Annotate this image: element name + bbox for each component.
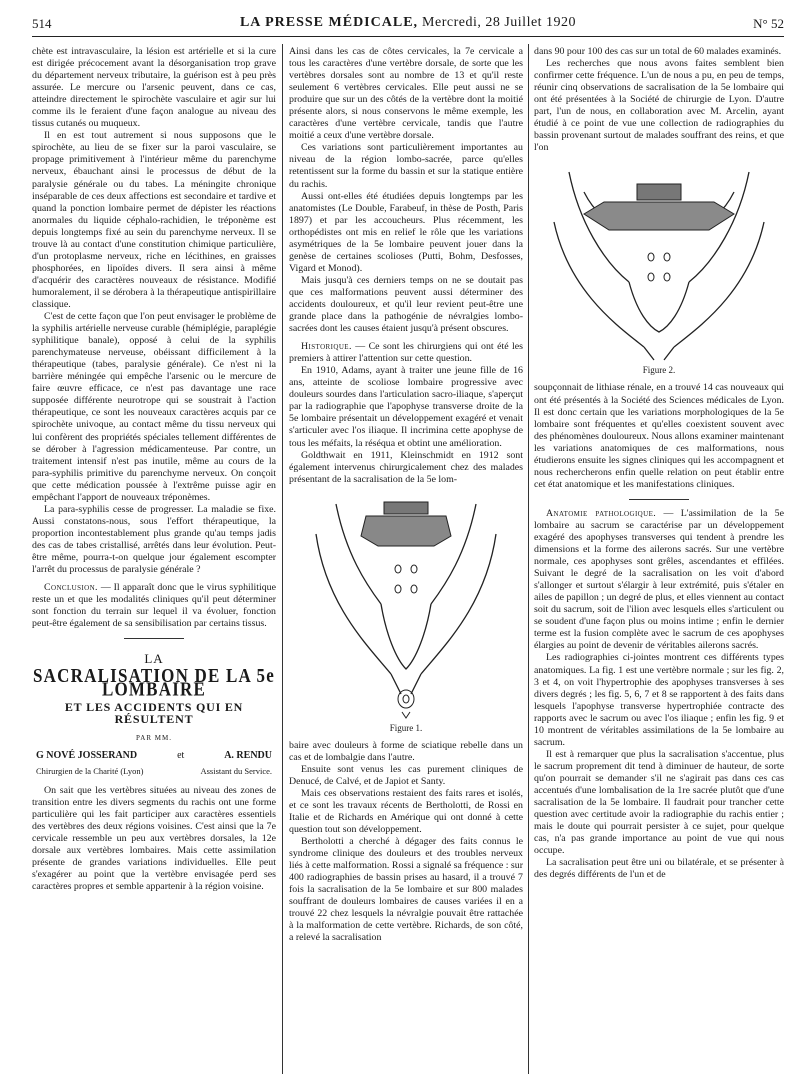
paragraph: soupçonnait de lithiase rénale, en a trouvé 14 cas nouveaux qui ont été présentés à la Société des Sciences médicales de Lyon. Il est donc certain que les variations morphologiques de la 5e lombaire sont fréquentes et qu'elles coexistent souvent avec des phénomènes douloureux. Nous allons examiner maintenant les variations anatomiques de ces malformations, nous étudierons ensuite les signes cliniques qui les accompagnent et nous rechercherons enfin quelle relation on peut établir entre cet état anatomique et les manifestations cliniques. xyxy=(534,382,784,490)
affiliations xyxy=(32,765,276,777)
paragraph: Mais ces observations restaient des faits rares et isolés, et ce sont les travaux récents de Bertholotti, de Rossi en Italie et de Richards en Amérique qui ont donné à cette question tout son développement. xyxy=(289,787,523,836)
paragraph: En 1910, Adams, ayant à traiter une jeune fille de 16 ans, atteinte de scoliose lombaire progressive avec douleurs sourdes dans l'articulation sacro-iliaque, s'aperçut par la radiographie que l'apophyse transverse droite de la 5e lombaire présentait un développement exagéré et venait s'articuler avec l'os iliaque. Il incrimina cette apophyse de tous les méfaits, la réséqua et obtint une amélioration. xyxy=(289,365,523,449)
section-divider xyxy=(124,638,184,639)
author-2: A. RENDU xyxy=(224,749,272,761)
paragraph: Aussi ont-elles été étudiées depuis longtemps par les anatomistes (Le Double, Farabeuf, in thèse de Posth, Paris 1897) et par les accoucheurs. Plus récemment, les orthopédistes ont mis en relief le rôle que les variations asymétriques de la 5e lombaire peuvent jouer dans la genèse de certaines scolioses (Putti, Bohm, Desfosses, Vigard et Monod). xyxy=(289,190,523,274)
anatomie-text: — L'assimilation de la 5e lombaire au sacrum se caractérise par un développement exagéré des apophyses transverses qui tendent à prendre les dimensions et la forme des ailerons sacrés. Sur une vertèbre normale, ces apophyses sont grêles, ascendantes et effilées. Suivant le degré de la sacralisation on les voit d'abord s'allonger et surtout s'élargir à leur extrémité, puis s'étaler en ailes de papillon ; un degré de plus, et elles viennent au contact soit du sacrum, soit de l'ilion avec lesquels elles s'articulent ou se soudent d'une façon plus ou moins intime ; enfin le dernier terme est la fusion complète avec le sacrum de ces apophyses élargies au point de devenir de véritables ailerons sacrés. xyxy=(534,507,785,652)
affiliation-1: Chirurgien de la Charité (Lyon) xyxy=(36,765,144,776)
figure-2-caption: Figure 2. xyxy=(642,365,676,376)
column-rule xyxy=(282,44,283,1074)
figure-1-drawing xyxy=(306,494,506,720)
figure-2-drawing xyxy=(549,162,769,362)
anatomie-paragraph xyxy=(534,508,784,653)
paragraph: Bertholotti a cherché à dégager des faits connus le syndrome clinique des douleurs et des troubles nerveux liés à cette malformation. Rossi a signalé sa fréquence : sur 400 radiographies de bassin prises au hasard, il a trouvé 7 fois la sacralisation de la 5e lombaire et sur 800 malades souffrant de douleurs lombaires de causes variées il en a trouvé 22 chez lesquels la névralgie pouvait être rattachée à la malformation de cette vertèbre. Richards, de son côté, a relevé la sacralisation xyxy=(289,836,523,944)
section-divider xyxy=(629,499,689,500)
figure-1-caption: Figure 1. xyxy=(389,722,423,733)
paragraph: La sacralisation peut être uni ou bilatérale, et se présenter à des degrés différents de l'un et de xyxy=(534,857,784,881)
article-subtitle: ET LES ACCIDENTS QUI EN RÉSULTENT xyxy=(64,700,244,727)
issue-number: N° 52 xyxy=(753,16,784,31)
article-title-la: LA xyxy=(144,651,164,667)
historique-text: — Ce sont les chirurgiens qui ont été les premiers à attirer l'attention sur cette question. xyxy=(289,341,523,365)
paragraph: Les recherches que nous avons faites semblent bien confirmer cette fréquence. L'un de nous a pu, en peu de temps, réunir cinq observations de sacralisation de la 5e lombaire qui ont été présentées à la Société de chirurgie de Lyon. D'autre part, l'un de nous, en collaboration avec M. Arcelin, ayant étudié à ce point de vue une collection de radiographies du bassin provenant surtout de malades souffrant des reins, et que l'on xyxy=(534,58,784,154)
paragraph: C'est de cette façon que l'on peut envisager le problème de la syphilis artérielle nerveuse curable (hémiplégie, paraplégie syphilitique banale), opposé à celui de la syphilis parenchymateuse nerveuse, obéissant difficilement à la thérapeutique (tabes, paralysie générale). Ce n'est ni la barrière méningée qui empêche l'arsenic ou le mercure de faire œuvre efficace, ce n'est pas davantage une race supposée différente neurotrope qui se soustrait à l'action thérapeutique, ce sont les nouveaux caractères acquis par ce spirochète univoque, au contact même du tissu nerveux qui lui confèrent des propriétés spéciales tellement différentes de se dérober à l'agression médicamenteuse. Par contre, un traitement intensif n'est pas inutile, même au cours de la para-syphilis primitive du parenchyme nerveux. On conçoit que cette médication poussée à l'extrême puisse agir en empêchant l'apport de nouveaux tréponèmes. xyxy=(32,311,276,503)
author-conjunction: et xyxy=(177,749,185,761)
affiliation-2: Assistant du Service. xyxy=(200,765,272,776)
column-2 xyxy=(289,46,523,945)
anatomie-label: Anatomie pathologique. xyxy=(546,507,657,519)
journal-title: LA PRESSE MÉDICALE, xyxy=(239,15,419,30)
paragraph: La para-syphilis cesse de progresser. La maladie se fixe. Aussi constatons-nous, sous l'effort thérapeutique, la proportion incontestablement plus grande qu'au temps jadis des cas de tabes cristallisé, arrêtés dans leur évolution. Peut-être même, pourra-t-on quelque jour également escompter l'arrêt du processus de paralysie générale ? xyxy=(32,503,276,576)
paragraph: dans 90 pour 100 des cas sur un total de 60 malades examinés. xyxy=(534,46,782,57)
paragraph: Mais jusqu'à ces derniers temps on ne se doutait pas que ces malformations peuvent aussi déterminer des accidents douloureux, et qu'il leur revient peut-être une grande place dans la pathogénie de névralgies lombo-sacrées dont les causes étaient jusqu'à présent obscures. xyxy=(289,274,523,335)
paragraph: Les radiographies ci-jointes montrent ces différents types anatomiques. La fig. 1 est une vertèbre normale ; sur les fig. 2, 3 et 4, on voit l'hypertrophie des apophyses transverses à ses divers degrés ; les fig. 5, 6, 7 et 8 se rapportent à des faits dans lesquels l'apophyse transverse hypertrophiée contracte des rapports avec le sacrum ou avec l'os iliaque ; enfin les fig. 9 et 10 montrent de véritables assimilations de la 5e lombaire au sacrum. xyxy=(534,652,784,748)
page-number: 514 xyxy=(32,16,52,31)
column-1 xyxy=(32,46,276,893)
paragraph: baire avec douleurs à forme de sciatique rebelle dans un cas et de lombalgie dans l'autre. xyxy=(289,739,523,763)
paragraph: Il en est tout autrement si nous supposons que le spirochète, au lieu de se fixer sur la paroi vasculaire, se propage primitivement à l'intérieur même du parenchyme nerveux, ébauchant ainsi le processus de début de la paralysie générale ou du tabes. La méningite chronique inséparable de ces deux affections est secondaire et tardive et quand la ponction lombaire permet de dépister les réactions anormales du liquide céphalo-rachidien, le tréponème est depuis longtemps fixé au sein du parenchyme nerveux. Il se trouve là au contact d'une constitution chimique particulière, d'un protoplasme nerveux, riche en lécithines, en graisses phosphorées, en lipoïdes divers. Il sera ainsi à même d'acquérir des caractères nouveaux de résistance. Modifié humoralement, il se dérobera à la thérapeutique antispirillaire classique. xyxy=(32,130,276,310)
paragraph: Ainsi dans les cas de côtes cervicales, la 7e cervicale a tous les caractères d'une vertèbre dorsale, de sorte que les vertèbres dorsales sont au nombre de 13 et qu'il reste seulement 6 vertèbres cervicales. Elle peut aussi ne se produire que sur un des côtés de la vertèbre dont la moitié présente alors, si nous conservons le même exemple, les caractères d'une vertèbre cervicale, tandis que l'autre moitié a ceux d'une vertèbre dorsale. xyxy=(289,46,523,142)
paragraph: Goldthwait en 1911, Kleinschmidt en 1912 sont également intervenus chirurgicalement chez des malades présentant de la sacralisation de la 5e lom- xyxy=(289,449,523,485)
paragraph: chète est intravasculaire, la lésion est artérielle et si la cure est dirigée précocement avant la désorganisation trop grave du département nerveux tributaire, la guérison est à peu près assurée. Le mercure ou l'arsenic peuvent, dans ce cas, atteindre directement le spirochète vasculaire et agir sur lui comme ils le feraient d'une façon analogue au niveau des tissus cutanés ou muqueux. xyxy=(32,46,276,130)
issue-date: Mercredi, 28 Juillet 1920 xyxy=(422,15,577,30)
article-heading xyxy=(32,653,276,776)
authors xyxy=(32,750,276,762)
conclusion-paragraph xyxy=(32,582,276,630)
column-rule xyxy=(528,44,529,1074)
figure-2 xyxy=(534,162,784,376)
author-1: G NOVÉ JOSSERAND xyxy=(36,749,138,761)
paragraph: On sait que les vertèbres situées au niveau des zones de transition entre les divers segments du rachis ont une forme particulière qui les fait participer aux caractères essentiels des vertèbres des deux régions voisines. C'est ainsi que la 7e cervicale ressemble un peu aux vertèbres dorsales, la 12e dorsale aux vertèbres lombaires. Mais cette assimilation présente de grandes variations individuelles. Elle peut s'exagérer au point que la vertèbre envisagée perd ses caractères propres et semble appartenir à la région voisine. xyxy=(32,784,276,892)
figure-1 xyxy=(289,494,523,734)
historique-label: Historique. xyxy=(301,341,352,353)
by-line: PAR MM. xyxy=(136,734,172,743)
paragraph: Il est à remarquer que plus la sacralisation s'accentue, plus le sacrum proprement dit tend à diminuer de hauteur, de sorte qu'on pourrait se demander s'il ne s'agirait pas dans ces cas accentués d'une lombalisation de la 1re sacrée plutôt que d'une sacralisation de la 5e lombaire. Il faudrait pour trancher cette question avec certitude avoir la radiographie du rachis entier ; mais le doute qui pourrait persister à ce sujet, pour quelque cas, n'a pas grande importance au point de vue qui nous occupe. xyxy=(534,748,784,857)
running-head xyxy=(32,15,784,31)
conclusion-text: — Il apparaît donc que le virus syphilitique reste un et que les modalités cliniques qu'il peut déterminer sont fonction du terrain sur lequel il va évoluer, fonction peut-être également de sa sensibilisation par certains tissus. xyxy=(32,582,276,630)
conclusion-label: Conclusion. xyxy=(44,582,98,594)
article-title: SACRALISATION DE LA 5e LOMBAIRE xyxy=(33,664,275,701)
paragraph: Ces variations sont particulièrement importantes au niveau de la région lombo-sacrée, parce qu'elles retentissent sur la forme du bassin et sur la statique entière du rachis. xyxy=(289,142,523,190)
page-header xyxy=(32,12,784,37)
historique-paragraph xyxy=(289,341,523,365)
column-3 xyxy=(534,46,784,881)
paragraph: Ensuite sont venus les cas purement cliniques de Denucé, de Calvé, et de Japiot et Santy. xyxy=(289,763,523,787)
